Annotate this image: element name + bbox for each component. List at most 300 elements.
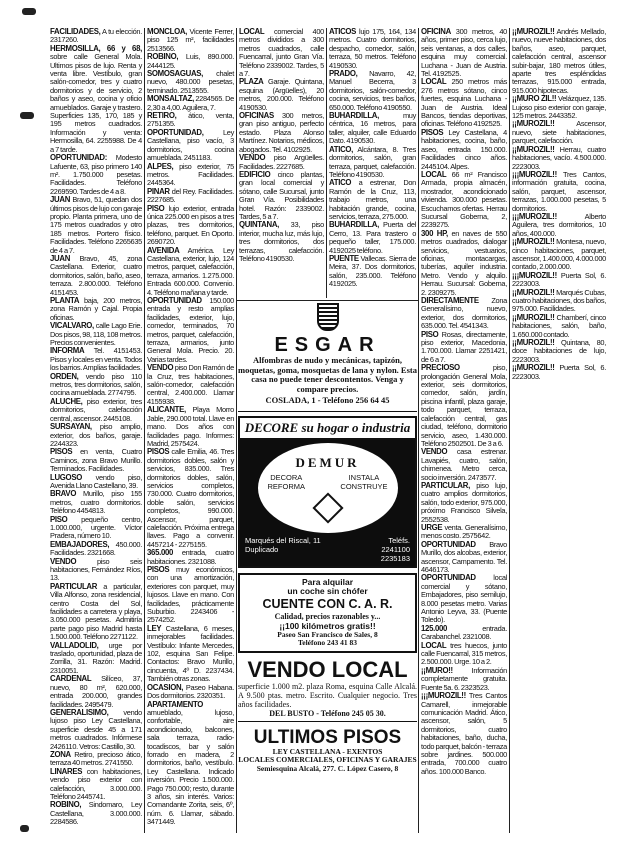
classified-ad <box>50 516 142 541</box>
classified-ad-text: Bravo, 51, quedan dos últimos pisos de lujo con garaje propio. Planta primera, uno de 175 metros cuadrados y otro 185 metros. Portero físico. Facilidades. Teléfono 2265635 de 4 a 7. <box>50 195 142 255</box>
classified-ad-text: 300 metros, 40 años, primer piso, cerca lujo, seis ventanas, a dos calles, esquina muy comercial. Luchana - Juan de Austria. Tel. 4192525. <box>421 27 507 79</box>
classified-ad-heading: ZONA <box>50 749 71 759</box>
classified-ad-text: vendo piso 110 metros, tres dormitorios, salón, cocina amueblada. 2774795. <box>50 371 142 398</box>
demur-brand: DEMUR <box>295 454 360 470</box>
classified-ad-heading: ¡¡MURO!! <box>421 665 453 675</box>
column-rule <box>236 28 237 833</box>
classified-ad-text: Montesa, nuevo, cinco habitaciones, parquet, ascensor, 1.400.000, 4.000.000 contado, 2.000.000. <box>512 237 606 272</box>
margin-mark <box>20 112 34 119</box>
classified-ad-text: Silíceo, 37, nuevo, 80 m², 620.000, entrada 200.000, grandes facilidades. 2495479. <box>50 674 142 709</box>
classified-ad-heading: PISOS <box>421 127 444 137</box>
classified-ad-heading: PISO <box>421 329 439 339</box>
classified-ad-heading: PISOS <box>147 447 170 457</box>
classified-ad-heading: OPORTUNIDAD: <box>50 153 108 163</box>
classified-ad-text: Chamberí, cinco habitaciones, salón, baño, 1.650.000 contado. <box>512 312 606 339</box>
classified-ad-text: piso Argüelles. Facilidades. 2227685. <box>239 153 324 171</box>
classified-ad-heading: LOCAL <box>421 169 447 179</box>
classified-ad-heading: CARDENAL <box>50 674 92 684</box>
ultimos-headline: ULTIMOS PISOS <box>253 726 402 748</box>
classified-column <box>147 28 234 827</box>
esgar-description: Alfombras de nudo y mecánicas, tapizón, moquetas, goma, mosquetas de lana y nylon. Esta casa no puede tener descontentos. Venga y compare precios. <box>238 355 417 394</box>
classified-ad <box>50 373 142 398</box>
classified-ad-text: Marqués Cubas, cuatro habitaciones, dos baños, 975.000. Facilidades. <box>512 287 606 314</box>
ad-rule <box>238 411 417 412</box>
classified-ad <box>329 146 416 180</box>
demur-headline: DECORE su hogar o industria <box>240 418 415 440</box>
classified-ad <box>421 331 507 365</box>
classified-ad <box>147 297 234 364</box>
classified-ad-heading: PISOS <box>50 447 73 457</box>
classified-ad-heading: ¡¡¡MUROZIL!! <box>421 691 466 701</box>
classified-ad <box>421 171 507 230</box>
classified-ad-heading: OPORTUNIDAD <box>421 539 476 549</box>
classified-ad-text: Velázquez, 135. Lujoso piso exterior con garaje, 125 metros. 2443352. <box>512 94 606 121</box>
classified-ad <box>50 490 142 515</box>
classified-ad-text: venta. Generalísimo, menos costo. 2575642. <box>421 522 507 541</box>
classified-ad <box>147 163 234 188</box>
classified-ad-heading: ROBINO, <box>147 52 179 62</box>
classified-ad-heading: ALPES, <box>147 161 174 171</box>
classified-ad <box>147 28 234 53</box>
car-phone: Teléfono 243 41 83 <box>297 638 358 647</box>
classified-ad-heading: OPORTUNIDAD <box>147 296 202 305</box>
classified-ad <box>239 171 324 221</box>
classified-column <box>329 28 416 289</box>
classified-ad <box>421 230 507 297</box>
classified-ad-text: a particular, Villa Alfonso, zona residencial, centro Costa del Sol, facilidades a carretera y playa, 3.050.000 pesetas. Admitiría parte pago piso Madrid hasta 1.500.000. Teléfono 2271122. <box>50 581 142 642</box>
classified-ad <box>512 272 606 289</box>
crest-icon <box>312 492 343 523</box>
margin-mark <box>20 825 29 832</box>
classified-ad-text: lujo exterior, entrada única 225.000 en pisos a tres plazas, tres dormitorios, teléfono, parquet. En Oporto. 2690720. <box>147 203 234 247</box>
classified-ad-heading: PARTICULAR, <box>421 480 470 490</box>
classified-ad-text: Quintana, 80, doce habitaciones de lujo, 2223003. <box>512 338 606 364</box>
classified-ad-text: Navarro, 42, Manuel Becerra, 3 dormitorios, salón-comedor, cocina, servicios, tres baños, 650.000. Teléfono 4190550. <box>329 69 416 112</box>
classified-ad-heading: ¡¡MUROZIL!! <box>512 363 555 373</box>
demur-phone: 2235183 <box>380 553 410 563</box>
classified-ad-heading: JUAN <box>50 253 71 263</box>
vendo-contact: DEL BUSTO - Teléfono 245 05 30. <box>269 708 386 718</box>
classified-ad <box>50 423 142 448</box>
classified-ad-heading: OPORTUNIDAD, <box>147 127 204 137</box>
demur-phone: 2241100 <box>381 544 410 554</box>
classified-ad-text: piso amplio, exterior, dos baños, garaje. 2244323. <box>50 422 142 448</box>
phone-label: Teléfs. <box>388 535 410 545</box>
classified-ad <box>147 566 234 625</box>
car-rental-ad <box>238 573 417 653</box>
classified-ad <box>512 339 606 364</box>
classified-ad <box>147 364 234 406</box>
classified-ad-heading: ALICANTE, <box>147 405 186 415</box>
classified-ad-text: Zona Generalísimo, nuevo, exterior, dos dormitorios, 635.000. Tel. 4541343. <box>421 296 507 331</box>
service-construye: CONSTRUYE <box>340 481 388 491</box>
classified-ad <box>147 701 234 827</box>
classified-ad <box>50 541 142 558</box>
classified-ad <box>50 751 142 768</box>
classified-ad <box>50 297 142 322</box>
column-rule <box>509 28 510 833</box>
classified-ad <box>421 667 507 692</box>
classified-ad <box>147 448 234 549</box>
classified-ad <box>512 28 606 95</box>
classified-ad-heading: ¡¡¡MUROZIL!! <box>512 169 557 179</box>
classified-ad-heading: ¡¡MUROZIL!! <box>512 119 555 129</box>
classified-ad <box>50 196 142 255</box>
classified-ad-heading: ORDEN, <box>50 371 79 381</box>
classified-ad-heading: PLAZA <box>239 77 264 87</box>
classified-ad <box>421 129 507 171</box>
classified-column <box>512 28 606 381</box>
classified-ad <box>50 558 142 583</box>
classified-ad-heading: LOCAL <box>421 77 447 87</box>
esgar-name: ESGAR <box>274 334 381 356</box>
classified-ad <box>50 642 142 676</box>
classified-ad-heading: MONSALTAZ, <box>147 94 194 104</box>
esgar-address: COSLADA, 1 - Teléfono 256 64 45 <box>265 395 390 405</box>
classified-ad-text: Puerta Sol, 6. 2223003. <box>512 363 606 381</box>
classified-ad-heading: ATICO, <box>329 144 354 154</box>
classified-ad-heading: BRAVO <box>50 489 77 499</box>
classified-ad <box>329 255 416 289</box>
classified-ad <box>50 154 142 196</box>
classified-ad <box>50 675 142 709</box>
classified-ad <box>147 684 234 701</box>
classified-ad-heading: PISO <box>50 514 68 524</box>
classified-ad <box>512 238 606 272</box>
demur-address: Marqués del Riscal, 11 Duplicado <box>245 535 321 554</box>
service-decora: DECORA <box>270 472 303 482</box>
classified-ad-text: Puerta del Cerro, 13. Para trastero o pequeño taller, 175.000. 4192025 teléfono. <box>329 220 416 255</box>
classified-ad-text: muy céntrica, 16 metros, para taller, alquiler, calle Eduardo Dato. 4190530. <box>329 111 416 146</box>
classified-ad <box>421 297 507 331</box>
classified-ad <box>50 583 142 642</box>
classified-ad <box>147 188 234 205</box>
service-instala: INSTALA <box>348 472 380 482</box>
classified-ad <box>147 129 234 163</box>
classified-ad-text: Alberto Aguilera, tres dormitorios, 10 años, 400.000. <box>512 211 606 238</box>
classified-ad-text: vendo piso, Avenida Llano Castellano, 39. <box>50 472 142 490</box>
classified-ad <box>50 45 142 154</box>
classified-ad <box>147 247 234 297</box>
classified-ad-text: Ley Castellana, piso vacío, 3 dormitorios, cocina amueblada. 2451183. <box>147 127 234 163</box>
classified-ad-heading: OFICINAS <box>239 111 274 121</box>
classified-ad <box>147 549 234 566</box>
classified-ad-heading: LEY <box>147 623 162 633</box>
classified-ad-heading: ROBINO, <box>50 800 82 810</box>
classified-ad-heading: PISOS <box>147 565 170 574</box>
classified-ad-text: pequeño centro, 1.000.000, urgente. Víctor Pradera, número 10. <box>50 514 142 541</box>
classified-ad-text: América. Ley Castellana, exterior, lujo, 124 metros, parquet, calefacción, terraza, armarios. 1.275.000. Entrada 600.000. Convenio. 4. Teléfono mañana y tarde. <box>147 245 234 297</box>
classified-ad-heading: VENDO <box>239 153 266 163</box>
classified-ad-heading: DIRECTAMENTE <box>421 296 479 305</box>
classified-ad-heading: VENDO <box>50 556 77 566</box>
classified-ad-heading: ¡¡¡MUROZIL!! <box>512 211 557 221</box>
classified-ad-text: lujo 175, 164, 134 metros. Cuatro dormitorios, despacho, comedor, salón, terraza, 50 metros. Teléfono 4190530. <box>329 27 416 70</box>
classified-ad-heading: HERMOSILLA, 66 y 68, <box>50 43 142 53</box>
classified-ad-heading: BUHARDILLA, <box>329 111 379 121</box>
classified-ad <box>421 574 507 624</box>
classified-ad-text: a estrenar, Don Ramón de la Cruz, 113, trabajo metros, una habitación grande, cocina, servicios, terraza, 275.000. <box>329 178 416 221</box>
classified-ad <box>50 347 142 372</box>
classified-ad-heading: INFORMA <box>50 346 85 356</box>
classified-ad-heading: LINARES <box>50 766 83 776</box>
classified-ad <box>329 28 416 70</box>
classified-ad-heading: EDIFICIO <box>239 169 271 179</box>
classified-ad <box>50 398 142 423</box>
classified-ad-heading: AVENIDA <box>147 245 180 255</box>
classified-ad <box>421 642 507 667</box>
classified-ad-text: Vicente Ferrer, piso 125 m², facilidades 2513566. <box>147 27 234 53</box>
classified-ad-heading: PARTICULAR <box>50 581 98 591</box>
classified-ad-text: piso exterior, 75 metros. Facilidades. 2445364. <box>147 161 234 188</box>
display-ads <box>238 303 417 778</box>
classified-ad-text: amueblado, lujoso, confortable, aire acondicionado, balcones, sala terraza, radio-tocadiscos, bar y salón forrado en madera, 2 dormitorios, baño, vestíbulo. Ley Castellana. Indicado inversión. Precio 1.500.000. Pago 750.000; resto, durante 3 años, sin interés. Varios: Comandante Zorita, seis, 6º, núm. 6. Llamar, sábado. 3471449. <box>147 707 234 827</box>
classified-ad-text: 250 metros más 276 metros sótano, cinco fuertes, esquina Luchana - Juan de Austria. Ideal Bancos, tiendas deportivas, oficinas. Teléfono 4192525. <box>421 77 507 129</box>
car-line1: Para alquilar <box>301 576 354 587</box>
classified-ad-text: Retiro, precioso ático, terraza 40 metros. 2741550. <box>50 749 142 768</box>
classified-ad-heading: PRADO, <box>329 69 358 79</box>
classified-ad-text: Luis, 890.000. 2444125. <box>147 52 234 70</box>
classified-ad <box>512 289 606 314</box>
ad-rule <box>237 300 418 301</box>
classified-ad <box>50 801 142 826</box>
classified-ad-text: 33, piso interior, mucha luz, más lujo, tres dormitorios, dos terrazas, calefacción. Teléfono 4190530. <box>239 220 324 263</box>
classified-ad <box>147 53 234 70</box>
classified-ad-heading: 125.000 <box>421 623 448 633</box>
classified-ad <box>329 179 416 221</box>
classified-ad-heading: OPORTUNIDAD <box>421 573 476 583</box>
classified-ad <box>512 146 606 171</box>
classified-ad-text: Bravo Murillo, dos alcobas, exterior, ascensor, Campamento. Tel. 4646173. <box>421 539 507 574</box>
classified-ad-text: Castellana, 6 meses, inmejorables facilidades. Vestíbulo: Infante Mercedes, 102, esquina San Felipe. Contactos: Bravo Murillo, cincuenta, 4º D. 2237434. También otras zonas. <box>147 623 234 684</box>
esgar-logo-icon <box>317 303 339 331</box>
classified-ad-heading: ¡¡¡MUROZIL!! <box>512 270 557 280</box>
car-line2: un coche sin chófer <box>287 586 368 596</box>
classified-ad-heading: ¡¡MUROZIL!! <box>512 287 555 297</box>
classified-ad-text: Ley Castellana, 4 habitaciones, cocina, baño, aseo, entrada 150.000. Facilidades cinco años. 2445104. Alpes. <box>421 127 507 171</box>
classified-ad-heading: BUHARDILLA, <box>329 220 379 230</box>
classified-ad <box>50 322 142 347</box>
classified-ad <box>239 112 324 154</box>
classified-ad-text: piso Don Ramón de la Cruz, tres habitaciones, salón-comedor, calefacción central, 2.400.000. Llamar 4155938. <box>147 363 234 406</box>
classified-ad-heading: VICALVARO, <box>50 321 94 331</box>
classified-ad-text: Sindomaro, Ley Castellana, 3.000.000. 2284586. <box>50 800 142 827</box>
classified-ad-heading: ¡¡MUROZIL!! <box>512 312 555 322</box>
classified-ad-text: local comercial y sótano, Embajadores, piso semilujo, 8.000 pesetas metro. Varias Antonio Leyva, 33. (Puente Toledo). <box>421 573 507 625</box>
classified-ad-heading: 365.000 <box>147 548 174 558</box>
classified-ad-text: chalet nuevo, 480.000 pesetas, terminado. 2513555. <box>147 69 234 95</box>
classified-ad-text: baja, 200 metros, zona Ramón y Cajal. Propia oficinas. <box>50 296 142 322</box>
car-tagline: Calidad, precios razonables y... <box>274 611 381 621</box>
classified-column <box>50 28 142 827</box>
car-promo: ¡¡100 kilómetros gratis!! <box>279 620 376 631</box>
classified-ad-heading: RETIRO, <box>147 111 177 121</box>
classified-ad-text: calle Lago Erie. Dos pisos, 98, 118, 108 metros. Precios convenientes. <box>50 321 142 348</box>
classified-ad-heading: FACILIDADES, <box>50 27 101 36</box>
classified-ad <box>147 625 234 684</box>
classified-ad <box>239 221 324 263</box>
classified-ad-heading: JUAN <box>50 195 71 205</box>
classified-ad-text: Herrau, cuatro habitaciones, vacío. 4.500.000. 2223003. <box>512 144 606 171</box>
classified-ad-text: Tres Cantos, información gratuita, cocina, salón, parquet, ascensor, terrazas, 1.000.000 pesetas, 5 dormitorios. <box>512 169 606 213</box>
classified-ad-text: Información completamente gratuita. Fuente 5a. 6. 2323523. <box>421 665 507 692</box>
classified-column <box>421 28 507 776</box>
classified-ad-heading: SURSAYAN, <box>50 422 92 432</box>
car-headline: CUENTE CON C. A. R. <box>262 596 393 611</box>
classified-ad-text: en venta, Cuatro Caminos, zona Bravo Murillo. Terminados. Facilidades. <box>50 447 142 474</box>
vendo-headline: VENDO LOCAL <box>247 656 408 682</box>
classified-ad-heading: URGE <box>421 522 443 532</box>
classified-ad-text: piso exterior, tres dormitorios, calefacción central, ascensor. 2445108. <box>50 396 142 423</box>
esgar-ad <box>238 303 417 406</box>
classified-ad-heading: APARTAMENTO <box>147 699 204 709</box>
classified-ad-text: Tres Cantos Camarell, inmejorable comunicación Madrid. Ático, ascensor, salón, 5 dormitorios, cuatro habitaciones, baño, ducha, todo parquet, balcón - terraza sobre jardines. 500.000 entrada, 700.000 cuatro años. 100.000 Banco. <box>421 691 507 776</box>
classified-ad-heading: VALLADOLID, <box>50 640 99 650</box>
column-rule <box>144 28 145 833</box>
classified-ad <box>512 314 606 339</box>
classified-ad <box>50 28 142 45</box>
classified-ad-text: piso lujo, cuatro amplios dormitorios, salón, todo exterior, 975.000, próximo Francisco Silvela, 2552538. <box>421 480 507 524</box>
vendo-text: superficie 1.000 m2. plaza Roma, esquina Calle Alcalá. A 9.500 ptas. metro. Escrito. Cualquier negocio. Tres años facilidades. <box>238 681 417 709</box>
classified-ad-text: Rosas, directamente, piso exterior, Macedonia, 1.700.000. Llamar 2251421, de 6 a 7. <box>421 329 507 364</box>
classified-ad-text: 66 m² Francisco Armada, propia almacén, mostrador, acondicionado vivienda. 300.000 pesetas. Escuchamos ofertas. Herrau Sucursal Goberna, 2, 2239275. <box>421 169 507 230</box>
classified-ad-text: con habitaciones, vendo piso exterior con calefacción, 3.000.000. Teléfono 2445741. <box>50 766 142 801</box>
classified-ad-text: Murillo, piso 155 metros, cuatro dormitorios. Teléfono 4454813. <box>50 489 142 516</box>
classified-ad-text: 300 metros, gran piso antiguo, perfecto estado. Plaza Alonso Martínez. Notarios, médicos, abogados. Tel. 4102925. <box>239 111 324 154</box>
classified-ad <box>421 364 507 448</box>
service-reforma: REFORMA <box>267 481 305 491</box>
classified-ad-text: Puerta Sol, 6. 2223003. <box>512 270 606 289</box>
classified-ad-heading: OFICINA <box>421 27 451 36</box>
ultimos-line2: LOCALES COMERCIALES, OFICINAS Y GARAJES <box>238 755 417 764</box>
demur-ad <box>238 416 417 568</box>
classified-ad-text: 150.000 entrada y resto amplias facilidades, exterior, lujo, comedor, terminados, 70 metros, parquet, calefacción, terraza, armarios, junto General Mola. Precio. 20. Varias tardes. <box>147 296 234 364</box>
classified-ad <box>421 524 507 541</box>
classified-ad <box>512 213 606 238</box>
classified-ad-text: entrada. Carabanchel. 2321008. <box>421 623 507 642</box>
classified-ad-heading: PUENTE <box>329 253 359 263</box>
classified-ad-text: en naves de 550 metros cuadrados, dialogar servicios, vestuarios, oficinas, montacargas, tuberías, aquiler industria. Metro. Vendo y alquilo. Herrau. Sucursal: Goberna, 2. 2309275. <box>421 228 507 297</box>
classified-ad-heading: ¡¡MURO ZIL!! <box>512 94 557 104</box>
classified-ad-text: A tu elección. 2317260. <box>50 27 142 45</box>
margin-mark <box>22 8 36 15</box>
classified-ad <box>421 78 507 128</box>
ultimos-address: Semiesquina Alcalá, 277. C. López Casero, 8 <box>256 763 399 773</box>
classified-ad <box>512 171 606 213</box>
vendo-local-ad <box>238 658 417 722</box>
classified-ad-text: casa estrenar. Lavapiés, cuatro, salón, chimenea. Metro cerca, socio inversión. 2473577. <box>421 447 507 482</box>
classified-ad <box>329 70 416 112</box>
classified-ad <box>50 474 142 491</box>
classified-ad-heading: PLANTA <box>50 296 80 305</box>
classified-ad-text: 2284565. De 2,30 a 4,00. Aguilera, 7. <box>147 94 234 112</box>
classified-ad-heading: ¡¡MUROZIL!! <box>512 338 555 348</box>
ultimos-pisos-ad <box>238 727 417 774</box>
classified-ad <box>147 112 234 129</box>
classified-ad <box>421 28 507 78</box>
column-rule <box>418 28 419 833</box>
classified-ad <box>512 364 606 381</box>
classified-ad-text: piso seis habitaciones, Fernández Ríos, 13. <box>50 556 142 583</box>
classified-ad <box>421 448 507 482</box>
classified-ad <box>329 221 416 255</box>
classified-ad-heading: VENDO <box>147 363 174 373</box>
classified-ad <box>147 406 234 448</box>
classified-ad <box>421 541 507 575</box>
classified-ad <box>50 768 142 802</box>
car-address: Paseo San Francisco de Sales, 8 <box>277 629 378 639</box>
classified-ad-heading: LUGOSO <box>50 472 82 482</box>
classified-ad-heading: PRECIOSO <box>421 363 460 373</box>
column-rule <box>326 28 327 298</box>
classified-ad-heading: MONCLOA, <box>147 27 188 36</box>
classified-ad <box>239 28 324 78</box>
classified-ad-text: del Rey. Facilidades. 2227685. <box>147 186 234 205</box>
classified-ad-heading: OCASION, <box>147 682 184 692</box>
classified-ad-heading: ALUCHE, <box>50 396 83 406</box>
classified-ad-heading: ¡¡MUROZIL!! <box>512 27 555 36</box>
classified-ad-text: vendo lujoso piso Ley Castellana, superficie desde 45 a 171 metros cuadrados. Infórmese 2426110. Vetros: Castillo, 30. <box>50 707 142 751</box>
classified-ad-text: Andrés Mellado, nuevo, nueve habitaciones, dos baños, aseo, parquet, calefacción central, ascensor subir-bajar, 180 metros útiles, aparte tres espléndidas terrazas, 915.000 entrada, 915.000 hipotecas. <box>512 27 606 95</box>
classified-ad-heading: ¡¡MUROZIL!! <box>512 237 555 247</box>
classified-ad-text: 450.000. Facilidades. 2321668. <box>50 539 142 558</box>
classified-ad-heading: LOCAL <box>421 640 447 650</box>
classified-ad-heading: LOCAL <box>239 27 265 36</box>
classified-ad-text: Modesto Lafuente, 63, piso primero 140 m². 1.750.000 pesetas. Facilidades. Teléfono 2269590. Tardes de 4 a 8. <box>50 153 142 196</box>
classified-ad <box>512 120 606 145</box>
classified-ad <box>421 692 507 776</box>
classified-ad-heading: GENERALISIMO, <box>50 707 109 717</box>
classified-ad-heading: ATICOS <box>329 27 357 36</box>
classified-ad-text: Ascensor, nuevo, siete habitaciones, parquet, calefacción. <box>512 119 606 146</box>
classified-ad-heading: ¡¡MUROZIL!! <box>512 144 555 154</box>
classified-ad-heading: VENDO <box>421 447 448 457</box>
classified-ad <box>239 154 324 171</box>
classified-ad-text: Garaje. Quintana, esquina (Argüelles), 20 metros, 200.000. Teléfono 4190530. <box>239 77 324 112</box>
classified-ad-text: Alcántara, 8. Tres dormitorios, salón, gran terraza, parquet, calefacción. Teléfono 4190530. <box>329 144 416 179</box>
classified-ad <box>147 205 234 247</box>
classified-ad <box>50 255 142 297</box>
classified-ad <box>239 78 324 112</box>
classified-ad-text: Tel. 4151453. Pisos y locales en venta. Todos los barrios. Amplias facilidades. <box>50 346 143 373</box>
classified-ad-heading: SOMOSAGUAS, <box>147 69 204 79</box>
classified-ad-text: ático, venta, 2751355. <box>147 111 234 129</box>
classified-ad <box>512 95 606 120</box>
classified-ad-text: piso, prolongación General Mola, exterior, seis dormitorios, comedor, salón, jardín, piscina infantil, plaza garaje, todo parquet, terraza, calefacción central, gas ciudad, teléfono, dormitorio servicio, aseo, 1.430.000. Teléfono 2502501. De 3 a 6. <box>421 363 507 448</box>
classified-ad-heading: ATICO <box>329 178 352 188</box>
classified-ad-text: Vallecas. Sierra de Meira, 37. Dos dormitorios, salón, 235.000. Teléfono 4192025. <box>329 253 416 289</box>
classified-column <box>239 28 324 263</box>
classified-ad <box>329 112 416 146</box>
classified-ad <box>50 709 142 751</box>
classified-ad-text: entrada, cuatro habitaciones. 2321088. <box>147 548 234 566</box>
classified-ad-text: Playa Morro Jable, 290.000 total. Llave en mano. Dos años con facilidades pago. Informes: Madrid, 2575424. <box>147 405 234 448</box>
classified-ad-text: Paseo Habana. Dos dormitorios. 2320351. <box>147 682 234 701</box>
classified-ad-heading: PISO <box>147 203 165 213</box>
classified-ad-text: sobre calle General Mola. Ultimos pisos de lujo. Renta y venta libre. Vestíbulo, gran salón-comedor, tres y cuatro dormitorios y de servicio, 2 baños y aseo, cocina y oficio amueblados. Garaje y trastero. Superficies 135, 170, 185 y 195 metros cuadrados. Información y venta: Hermosilla, 64. 2255988. De 4 a 7 tarde. <box>50 52 142 154</box>
classified-ad-text: comercial 400 metros divididos a 300 metros cuadrados, calle Fuencarral, junto Gran Vía. Teléfono 2339002. Tardes, 5 a 7. <box>239 27 324 79</box>
classified-ad-text: Bravo, 45, zona Castellana. Exterior, cuatro dormitorios, salón, baño, aseo, terraza. 2.800.000. Teléfono 4151453. <box>50 253 142 297</box>
classified-ad <box>421 482 507 524</box>
classified-ad <box>147 95 234 112</box>
classified-ad <box>421 625 507 642</box>
ultimos-line1: LEY CASTELLANA - EXENTOS <box>272 746 383 756</box>
classified-ad-heading: 300 HP, <box>421 228 448 238</box>
classified-ad-text: urge por traslado, oportunidad, plaza de Zorrilla, 31. Razón: Madrid. 2310051. <box>50 640 142 675</box>
classified-ad-heading: QUINTANA, <box>239 220 280 230</box>
classified-ad-text: tres huecos, junto calle Fuencarral, 315 metros, 2.500.000. Urge. 10 a 2. <box>421 640 507 667</box>
classified-ad-text: muy económicos, con una amortización, exteriores con parquet, muy lujosos. Llave en mano. Con facilidades, prácticamente Suburbio. 2243406 - 2574252. <box>147 565 234 625</box>
